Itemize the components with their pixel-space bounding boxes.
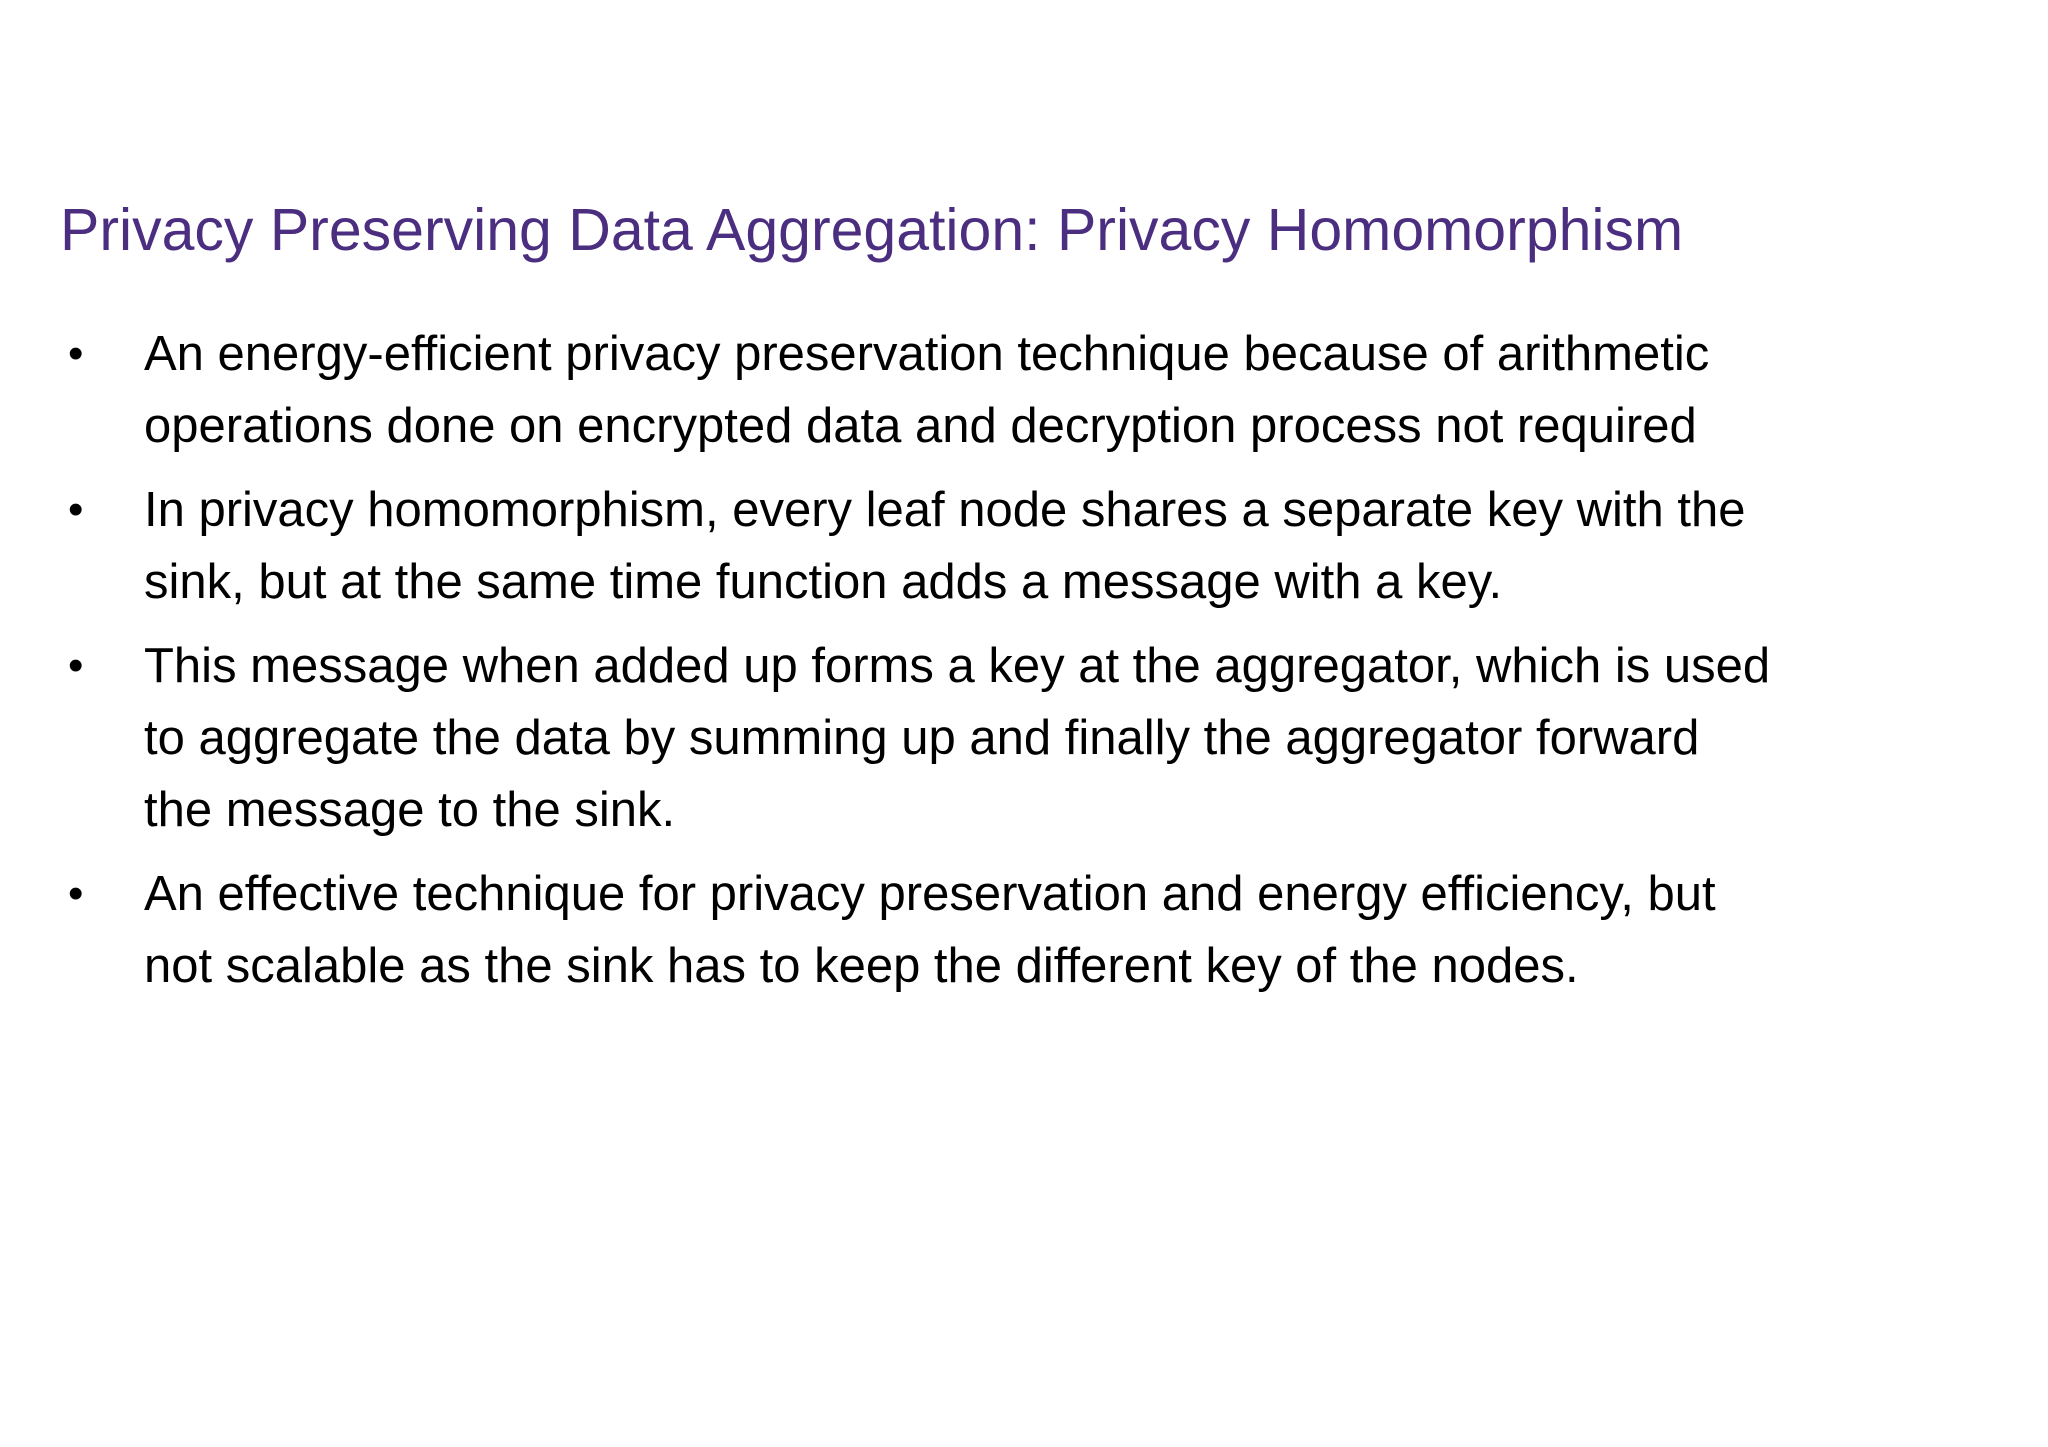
- bullet-item: [60, 318, 1990, 462]
- slide-title: Privacy Preserving Data Aggregation: Privacy Homomorphism: [60, 197, 1684, 263]
- bullet-marker: •: [68, 329, 84, 378]
- bullet-line: to aggregate the data by summing up and finally the aggregator forward: [144, 711, 1700, 765]
- bullet-marker: •: [68, 869, 84, 918]
- bullet-marker: •: [68, 485, 84, 534]
- bullet-line: This message when added up forms a key at the aggregator, which is used: [144, 639, 1771, 693]
- bullet-list: [60, 318, 1990, 1014]
- bullet-marker: •: [68, 641, 84, 690]
- bullet-text: [144, 318, 2014, 462]
- bullet-line: not scalable as the sink has to keep the different key of the nodes.: [144, 939, 1579, 993]
- bullet-text: [144, 858, 2014, 1002]
- bullet-line: sink, but at the same time function adds a message with a key.: [144, 555, 1503, 609]
- bullet-text: [144, 630, 2014, 846]
- bullet-line: An energy-efficient privacy preservation technique because of arithmetic: [144, 327, 1710, 381]
- bullet-text: [144, 474, 2014, 618]
- bullet-line: operations done on encrypted data and decryption process not required: [144, 399, 1697, 453]
- bullet-line: In privacy homomorphism, every leaf node shares a separate key with the: [144, 483, 1746, 537]
- bullet-line: An effective technique for privacy preservation and energy efficiency, but: [144, 867, 1716, 921]
- bullet-item: [60, 630, 1990, 846]
- bullet-line: the message to the sink.: [144, 783, 676, 837]
- bullet-item: [60, 474, 1990, 618]
- bullet-item: [60, 858, 1990, 1002]
